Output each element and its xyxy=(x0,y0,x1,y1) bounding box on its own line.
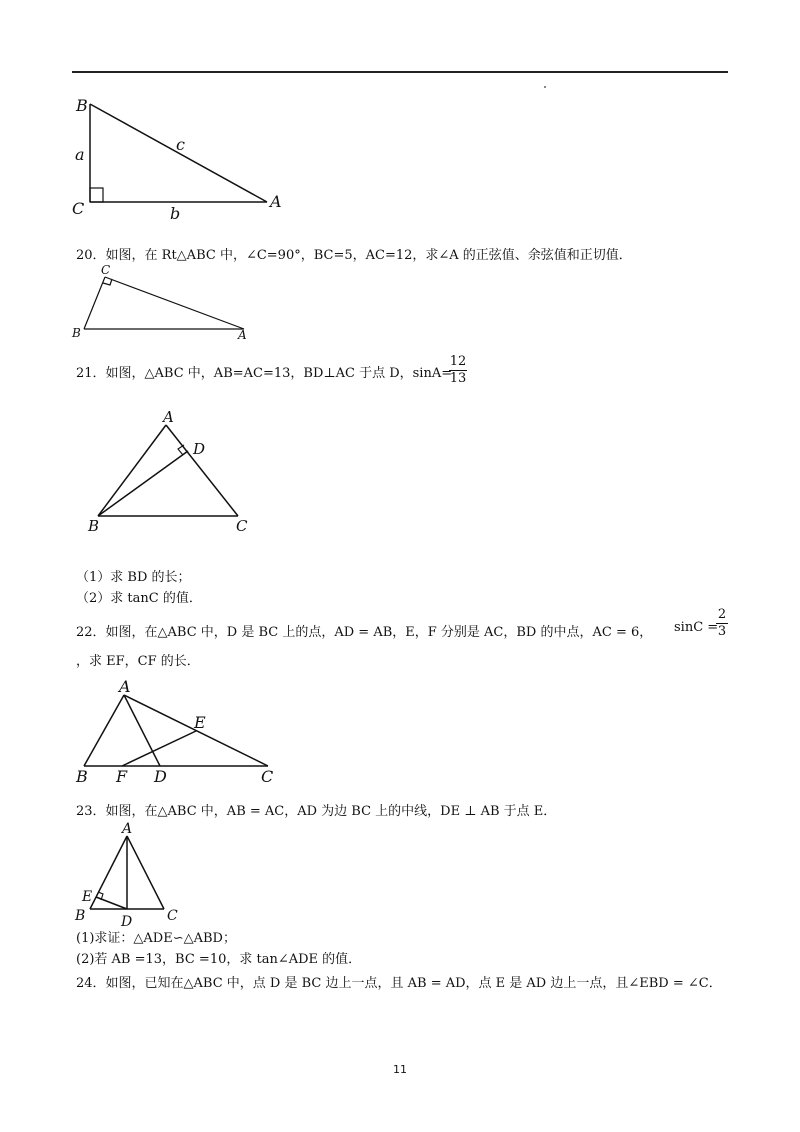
page-number: 11 xyxy=(393,1063,407,1076)
fig21-label-D: D xyxy=(193,440,206,458)
q23-part1: (1)求证：△ADE∽△ABD； xyxy=(76,931,236,946)
q22-fraction-numerator: 2 xyxy=(717,607,727,622)
fig22-label-B: B xyxy=(76,767,88,786)
q22-fraction-denominator: 3 xyxy=(717,624,727,639)
fig19-label-A: A xyxy=(270,192,282,211)
fig22-label-F: F xyxy=(116,767,128,786)
fig22-label-D: D xyxy=(154,767,167,786)
q24-text: 24．如图，已知在△ABC 中，点 D 是 BC 边上一点，且 AB = AD，点 E 是 AD 边上一点，且∠EBD = ∠C． xyxy=(76,976,722,991)
fig20-label-A: A xyxy=(238,328,247,342)
q21-part2: （2）求 tanC 的值． xyxy=(76,591,202,606)
fig19-label-a: a xyxy=(75,145,85,164)
fig21-label-B: B xyxy=(88,517,100,535)
fig20-label-C: C xyxy=(101,263,111,277)
fig21-label-C: C xyxy=(236,517,248,535)
fig23-label-A: A xyxy=(122,821,133,837)
q21-part1: （1）求 BD 的长； xyxy=(76,570,191,585)
fig19-label-b: b xyxy=(170,204,181,223)
fig19-label-c: c xyxy=(176,135,185,154)
fig22-label-E: E xyxy=(194,713,206,732)
fig23-label-D: D xyxy=(121,914,133,930)
fig19-label-B: B xyxy=(76,96,88,115)
fig22-label-A: A xyxy=(119,677,131,696)
q22-text: 22．如图，在△ABC 中，D 是 BC 上的点，AD = AB，E，F 分别是 AC，BD 的中点，AC = 6， xyxy=(76,625,653,640)
q22-sin-prefix: sinC = xyxy=(674,620,719,635)
q21-fraction-denominator: 13 xyxy=(449,371,467,386)
fig20-label-B: B xyxy=(72,326,81,340)
fig22-label-C: C xyxy=(261,767,274,786)
fig21-label-A: A xyxy=(163,408,174,426)
q21-text: 21．如图，△ABC 中，AB=AC=13，BD⊥AC 于点 D，sinA= xyxy=(76,366,453,381)
q20-text: 20．如图，在 Rt△ABC 中，∠C=90°，BC=5，AC=12，求∠A 的正弦值、余弦值和正切值． xyxy=(76,248,632,263)
q23-text: 23．如图，在△ABC 中，AB = AC，AD 为边 BC 上的中线，DE ⊥ AB 于点 E． xyxy=(76,804,557,819)
fig23-label-E: E xyxy=(82,889,93,905)
q22-line2: ，求 EF，CF 的长． xyxy=(76,654,200,669)
fig23-label-C: C xyxy=(167,908,178,924)
q21-fraction-numerator: 12 xyxy=(449,354,467,369)
q23-part2: (2)若 AB =13，BC =10，求 tan∠ADE 的值． xyxy=(76,952,362,967)
fig19-label-C: C xyxy=(72,199,85,218)
fig23-label-B: B xyxy=(75,908,86,924)
